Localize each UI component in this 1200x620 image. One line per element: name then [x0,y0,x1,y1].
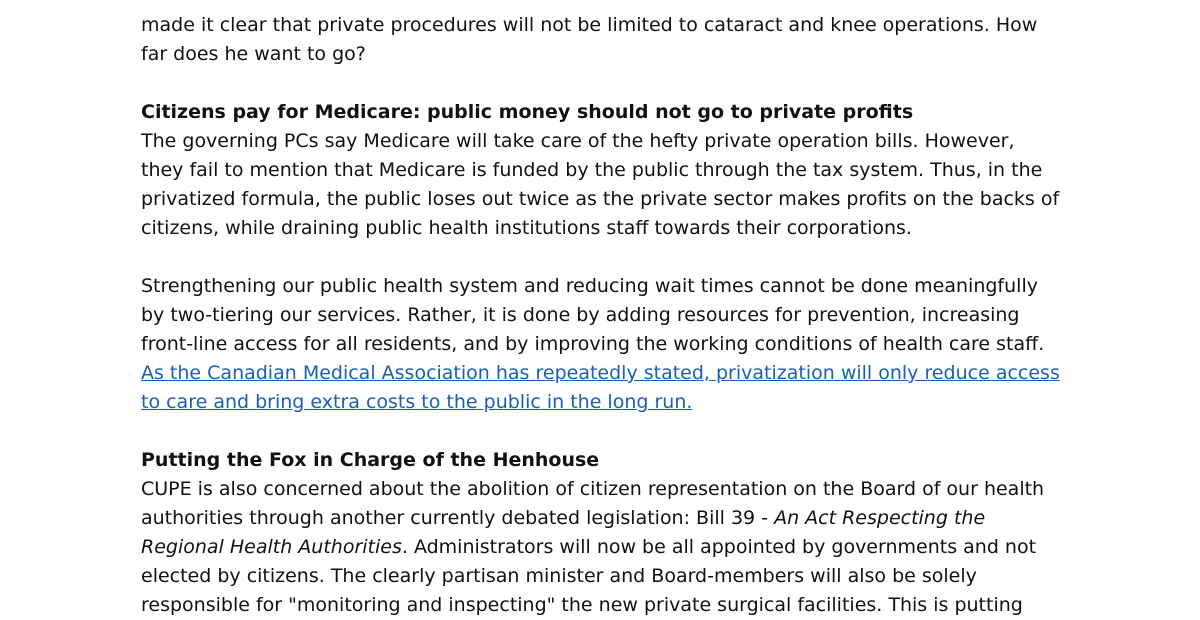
paragraph-gap [141,243,1071,272]
section1-line-2: they fail to mention that Medicare is funded by the public through the tax system. Thus, in the [141,159,1043,181]
section3-line-2 [141,504,1071,533]
document-page [141,0,1071,620]
section2-line-3: front-line access for all residents, and by improving the working conditions of health care staff. [141,333,1045,355]
section3-line-1: CUPE is also concerned about the abolition of citizen representation on the Board of our health [141,478,1045,500]
cma-link-line-2[interactable] [141,388,1071,417]
bill-title-part-2: Regional Health Authorities [141,536,402,558]
cma-link-part-2[interactable]: to care and bring extra costs to the public in the long run. [141,391,693,413]
paragraph-gap [141,417,1071,446]
intro-line-1: made it clear that private procedures will not be limited to cataract and knee operations. How [141,14,1038,36]
cma-link-line-1[interactable] [141,359,1071,388]
section3-line-5: responsible for "monitoring and inspecting" the new private surgical facilities. This is putting [141,594,1023,616]
section3-line-4: elected by citizens. The clearly partisan minister and Board-members will also be solely [141,565,977,587]
section1-line-1: The governing PCs say Medicare will take care of the hefty private operation bills. However, [141,130,1015,152]
section1-line-3: privatized formula, the public loses out twice as the private sector makes profits on the backs of [141,188,1060,210]
cma-link-part-1[interactable]: As the Canadian Medical Association has repeatedly stated, privatization will only reduce access [141,362,1060,384]
section3-line-2-plain: authorities through another currently debated legislation: Bill 39 - [141,507,775,529]
section-heading-fox: Putting the Fox in Charge of the Henhouse [141,449,600,471]
intro-line-2: far does he want to go? [141,43,366,65]
bill-title-part-1: An Act Respecting the [774,507,986,529]
section3-line-3 [141,533,1071,562]
section2-line-1: Strengthening our public health system and reducing wait times cannot be done meaningfully [141,275,1038,297]
section3-line-3-plain: . Administrators will now be all appointed by governments and not [401,536,1037,558]
paragraph-gap [141,69,1071,98]
section1-line-4: citizens, while draining public health institutions staff towards their corporations. [141,217,912,239]
section-heading-medicare: Citizens pay for Medicare: public money should not go to private profits [141,101,914,123]
section2-line-2: by two-tiering our services. Rather, it is done by adding resources for prevention, increasing [141,304,1020,326]
